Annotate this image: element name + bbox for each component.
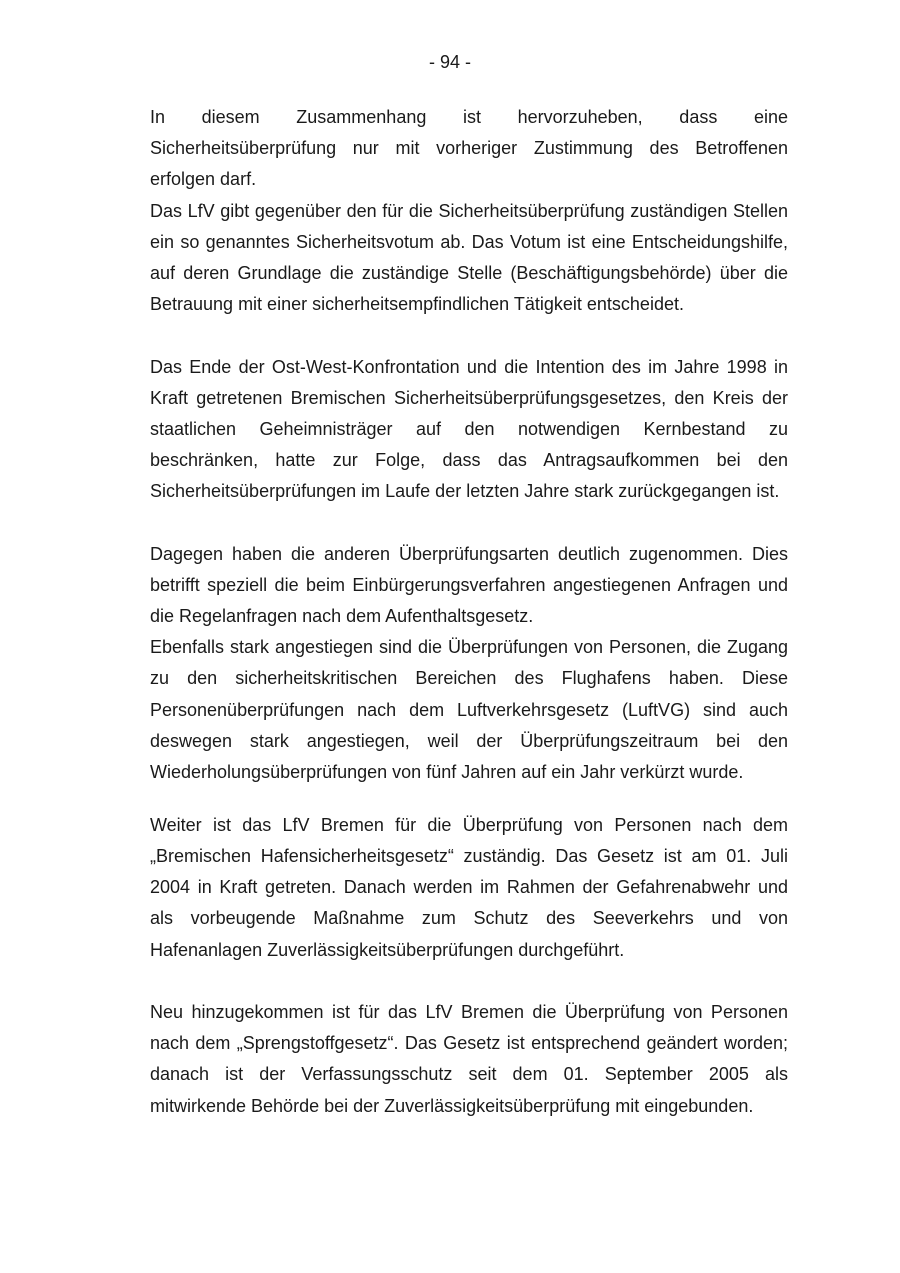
- text-line: staatlichen Geheimnisträger auf den notwendigen Kernbestand zu: [150, 418, 788, 439]
- text-line: auf deren Grundlage die zuständige Stelle (Beschäftigungsbehörde) über die: [150, 262, 788, 283]
- text-line: erfolgen darf.: [150, 169, 257, 190]
- paragraph: [150, 352, 788, 508]
- text-line: danach ist der Verfassungsschutz seit dem 01. September 2005 als: [150, 1064, 788, 1085]
- paragraph: [150, 196, 788, 321]
- text-line: Personenüberprüfungen nach dem Luftverkehrsgesetz (LuftVG) sind auch: [150, 699, 788, 720]
- text-line: Wiederholungsüberprüfungen von fünf Jahren auf ein Jahr verkürzt wurde.: [150, 761, 744, 782]
- text-line: Hafenanlagen Zuverlässigkeitsüberprüfungen durchgeführt.: [150, 939, 625, 960]
- paragraph: [150, 810, 788, 966]
- text-line: „Bremischen Hafensicherheitsgesetz“ zuständig. Das Gesetz ist am 01. Juli: [150, 846, 788, 867]
- text-line: betrifft speziell die beim Einbürgerungsverfahren angestiegenen Anfragen und: [150, 574, 788, 595]
- text-line: nach dem „Sprengstoffgesetz“. Das Gesetz ist entsprechend geändert worden;: [150, 1033, 788, 1054]
- text-line: mitwirkende Behörde bei der Zuverlässigkeitsüberprüfung mit eingebunden.: [150, 1095, 754, 1116]
- text-line: Betrauung mit einer sicherheitsempfindlichen Tätigkeit entscheidet.: [150, 294, 684, 315]
- text-line: zu den sicherheitskritischen Bereichen des Flughafens haben. Diese: [150, 668, 788, 689]
- text-line: 2004 in Kraft getreten. Danach werden im Rahmen der Gefahrenabwehr und: [150, 877, 788, 898]
- text-line: ein so genanntes Sicherheitsvotum ab. Das Votum ist eine Entscheidungshilfe,: [150, 231, 788, 252]
- text-line: Kraft getretenen Bremischen Sicherheitsüberprüfungsgesetzes, den Kreis der: [150, 387, 788, 408]
- text-line: Sicherheitsüberprüfung nur mit vorheriger Zustimmung des Betroffenen: [150, 138, 788, 159]
- text-line: Neu hinzugekommen ist für das LfV Bremen die Überprüfung von Personen: [150, 1002, 788, 1023]
- text-line: In diesem Zusammenhang ist hervorzuheben, dass eine: [150, 107, 788, 127]
- paragraph: [150, 102, 788, 196]
- paragraph: [150, 997, 788, 1122]
- text-line: als vorbeugende Maßnahme zum Schutz des Seeverkehrs und von: [150, 908, 788, 929]
- page-number: - 94 -: [428, 52, 471, 72]
- document-body: [150, 102, 788, 1122]
- text-line: deswegen stark angestiegen, weil der Überprüfungszeitraum bei den: [150, 730, 788, 751]
- text-line: Das LfV gibt gegenüber den für die Sicherheitsüberprüfung zuständigen Stellen: [150, 200, 788, 221]
- text-line: beschränken, hatte zur Folge, dass das Antragsaufkommen bei den: [150, 450, 788, 471]
- text-line: die Regelanfragen nach dem Aufenthaltsgesetz.: [150, 606, 534, 626]
- paragraph: [150, 632, 788, 788]
- text-line: Weiter ist das LfV Bremen für die Überprüfung von Personen nach dem: [150, 814, 788, 835]
- text-line: Sicherheitsüberprüfungen im Laufe der letzten Jahre stark zurückgegangen ist.: [150, 481, 780, 502]
- text-line: Das Ende der Ost-West-Konfrontation und die Intention des im Jahre 1998 in: [150, 356, 788, 377]
- text-line: Ebenfalls stark angestiegen sind die Überprüfungen von Personen, die Zugang: [150, 637, 788, 658]
- text-line: Dagegen haben die anderen Überprüfungsarten deutlich zugenommen. Dies: [150, 543, 788, 564]
- paragraph: [150, 539, 788, 633]
